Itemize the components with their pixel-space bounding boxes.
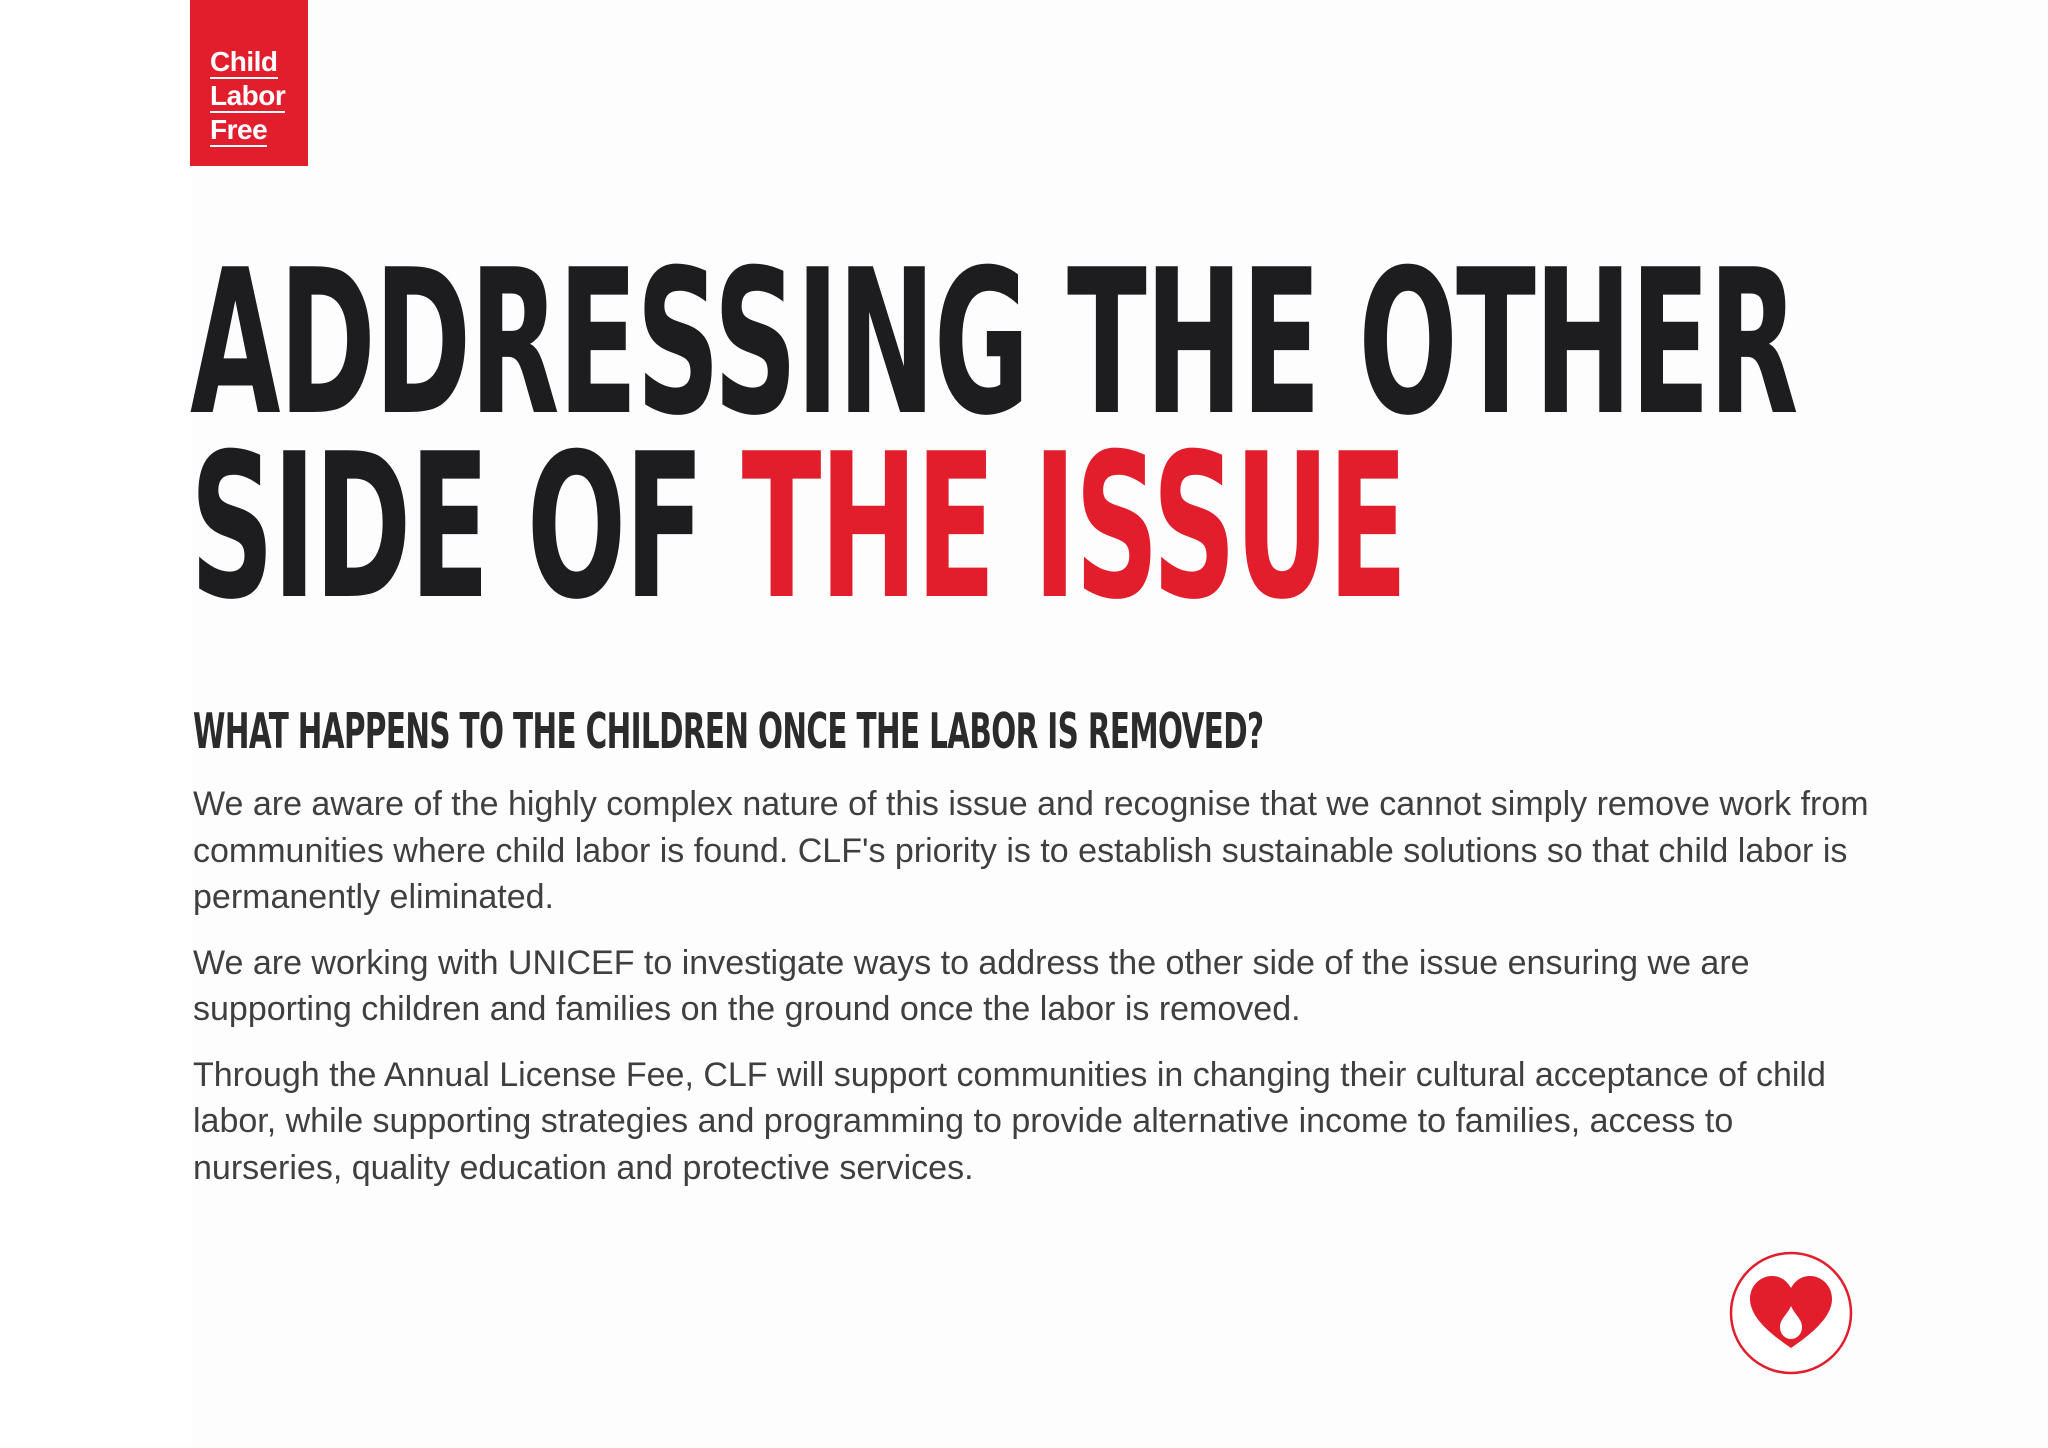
logo-line-3: Free bbox=[210, 114, 268, 145]
title-line-1: ADDRESSING THE OTHER bbox=[190, 227, 1797, 460]
logo-line-2: Labor bbox=[210, 80, 286, 111]
title-line-2-highlight: THE ISSUE bbox=[741, 411, 1406, 644]
heart-hand-icon bbox=[1729, 1251, 1853, 1375]
paragraph-1: We are aware of the highly complex nature of this issue and recognise that we cannot simply remove work from communities where child labor is found. CLF's priority is to establish sustainable solutions so that child labor is permanently eliminated. bbox=[193, 785, 1869, 916]
page-title bbox=[190, 227, 1797, 644]
child-labor-free-logo bbox=[190, 0, 308, 166]
section-heading: WHAT HAPPENS TO THE CHILDREN ONCE THE LABOR IS REMOVED? bbox=[193, 703, 1264, 760]
paragraph-2: We are working with UNICEF to investigate ways to address the other side of the issue ensuring we are supporting children and families on the ground once the labor is removed. bbox=[193, 943, 1750, 1028]
logo-line-1: Child bbox=[210, 46, 278, 77]
paragraph-3: Through the Annual License Fee, CLF will support communities in changing their cultural acceptance of child labor, while supporting strategies and programming to provide alternative income to families, access to nurseries, quality education and protective services. bbox=[193, 1055, 1826, 1187]
title-line-2-prefix: SIDE OF bbox=[190, 411, 742, 644]
body-copy bbox=[193, 781, 1873, 1210]
page-margin bbox=[0, 0, 192, 1448]
